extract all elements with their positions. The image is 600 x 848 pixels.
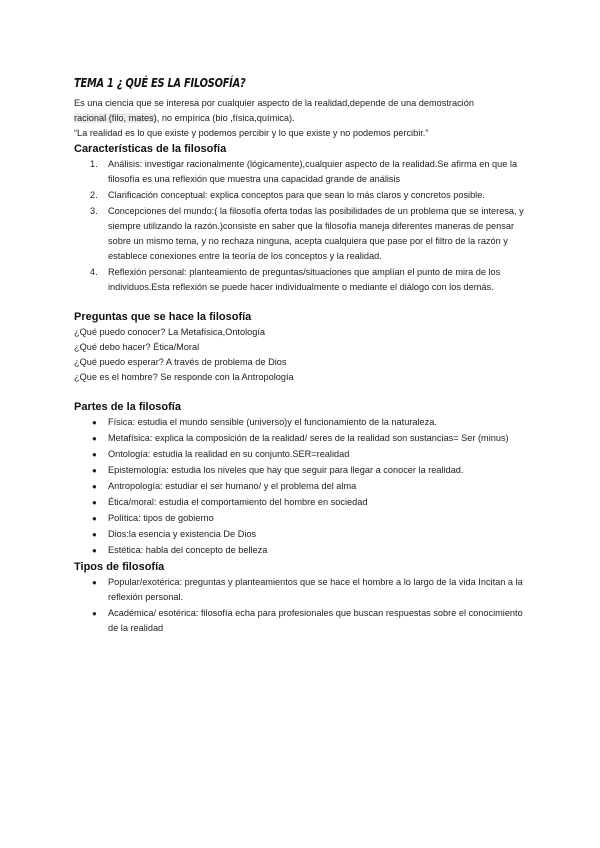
list-item <box>74 495 524 510</box>
partes-list <box>74 415 524 558</box>
bullet-icon: ● <box>92 609 97 618</box>
list-item-text: Antropología: estudiar el ser humano/ y el problema del alma <box>108 481 357 491</box>
section-heading-caracteristicas: Características de la filosofía <box>74 143 227 155</box>
bullet-icon: ● <box>92 450 97 459</box>
bullet-icon: ● <box>92 482 97 491</box>
list-item-text: Estética: habla del concepto de belleza <box>108 545 268 555</box>
list-item <box>74 415 524 430</box>
list-number: 1. <box>90 159 98 169</box>
list-item <box>74 204 524 264</box>
highlighted-text: racional (filo, mates) <box>74 113 157 123</box>
pregunta-line: ¿Qué debo hacer? Ética/Moral <box>74 342 200 352</box>
list-item <box>74 479 524 494</box>
list-item-text: Epistemología: estudia los niveles que hay que seguir para llegar a conocer la realidad. <box>108 465 464 475</box>
caracteristicas-list <box>74 157 524 295</box>
bullet-icon: ● <box>92 530 97 539</box>
intro-line-1: Es una ciencia que se interesa por cualquier aspecto de la realidad,depende de una demostración <box>74 98 474 108</box>
list-item-text: Política: tipos de gobierno <box>108 513 214 523</box>
bullet-icon: ● <box>92 418 97 427</box>
pregunta-line: ¿Que es el hombre? Se responde con la Antropología <box>74 372 294 382</box>
list-item <box>74 265 524 295</box>
list-item-text: Concepciones del mundo:( la filosofía oferta todas las posibilidades de un problema que se interesa, y siempre utilizando la razón.)consiste en saber que la filosofía maneja diferentes maneras de pensar sobre un mismo tema, y no rechaza ninguna, acepta cualquiera que pase por el filtro de la razón y establece conexiones entre la teoría de los conceptos y la realidad. <box>108 206 524 261</box>
list-item <box>74 157 524 187</box>
list-item <box>74 527 524 542</box>
tipos-list <box>74 575 524 636</box>
list-item <box>74 606 524 636</box>
bullet-icon: ● <box>92 546 97 555</box>
intro-line-2-rest: , no empírica (bio ,física,química). <box>156 113 295 123</box>
list-number: 2. <box>90 190 98 200</box>
intro-quote: “La realidad es lo que existe y podemos percibir y lo que existe y no podemos percibir.” <box>74 128 429 138</box>
list-item-text: Metafísica: explica la composición de la realidad/ seres de la realidad son sustancias= Ser (minus) <box>108 433 509 443</box>
section-heading-preguntas: Preguntas que se hace la filosofía <box>74 311 252 323</box>
list-number: 4. <box>90 267 98 277</box>
list-item <box>74 543 524 558</box>
bullet-icon: ● <box>92 498 97 507</box>
list-item-text: Clarificación conceptual: explica conceptos para que sean lo más claros y concretos posible. <box>108 190 485 200</box>
list-item <box>74 511 524 526</box>
list-item-text: Académica/ esotérica: filosofía echa para profesionales que buscan respuestas sobre el conocimiento de la realidad <box>108 608 523 633</box>
bullet-icon: ● <box>92 578 97 587</box>
list-item <box>74 575 524 605</box>
list-item-text: Reflexión personal: planteamiento de preguntas/situaciones que amplían el punto de mira de los individuos.Esta reflexión se puede hacer individualmente o mediante el diálogo con los demás. <box>108 267 501 292</box>
section-heading-tipos: Tipos de filosofía <box>74 561 165 573</box>
page-title: TEMA 1 ¿ QUÉ ES LA FILOSOFÍA? <box>74 76 246 90</box>
intro-line-2 <box>74 111 524 126</box>
pregunta-line: ¿Qué puedo conocer? La Metafísica,Ontología <box>74 327 266 337</box>
pregunta-line: ¿Qué puedo esperar? A través de problema de Dios <box>74 357 287 367</box>
list-item <box>74 463 524 478</box>
bullet-icon: ● <box>92 514 97 523</box>
section-heading-partes: Partes de la filosofía <box>74 401 181 413</box>
list-item-text: Dios:la esencia y existencia De Dios <box>108 529 257 539</box>
list-item-text: Ontología: estudia la realidad en su conjunto.SER=realidad <box>108 449 350 459</box>
document-content <box>74 74 524 637</box>
bullet-icon: ● <box>92 466 97 475</box>
list-item <box>74 188 524 203</box>
list-item-text: Popular/exotérica: preguntas y planteamientos que se hace el hombre a lo largo de la vida Incitan a la reflexión personal. <box>108 577 523 602</box>
list-item <box>74 447 524 462</box>
list-item-text: Ética/moral: estudia el comportamiento del hombre en sociedad <box>108 497 368 507</box>
list-item <box>74 431 524 446</box>
list-number: 3. <box>90 206 98 216</box>
list-item-text: Análisis: investigar racionalmente (lógicamente),cualquier aspecto de la realidad.Se afirma en que la filosofía es una reflexión que muestra una capacidad grande de análisis <box>108 159 518 184</box>
list-item-text: Física: estudia el mundo sensible (universo)y el funcionamiento de la naturaleza. <box>108 417 437 427</box>
bullet-icon: ● <box>92 434 97 443</box>
